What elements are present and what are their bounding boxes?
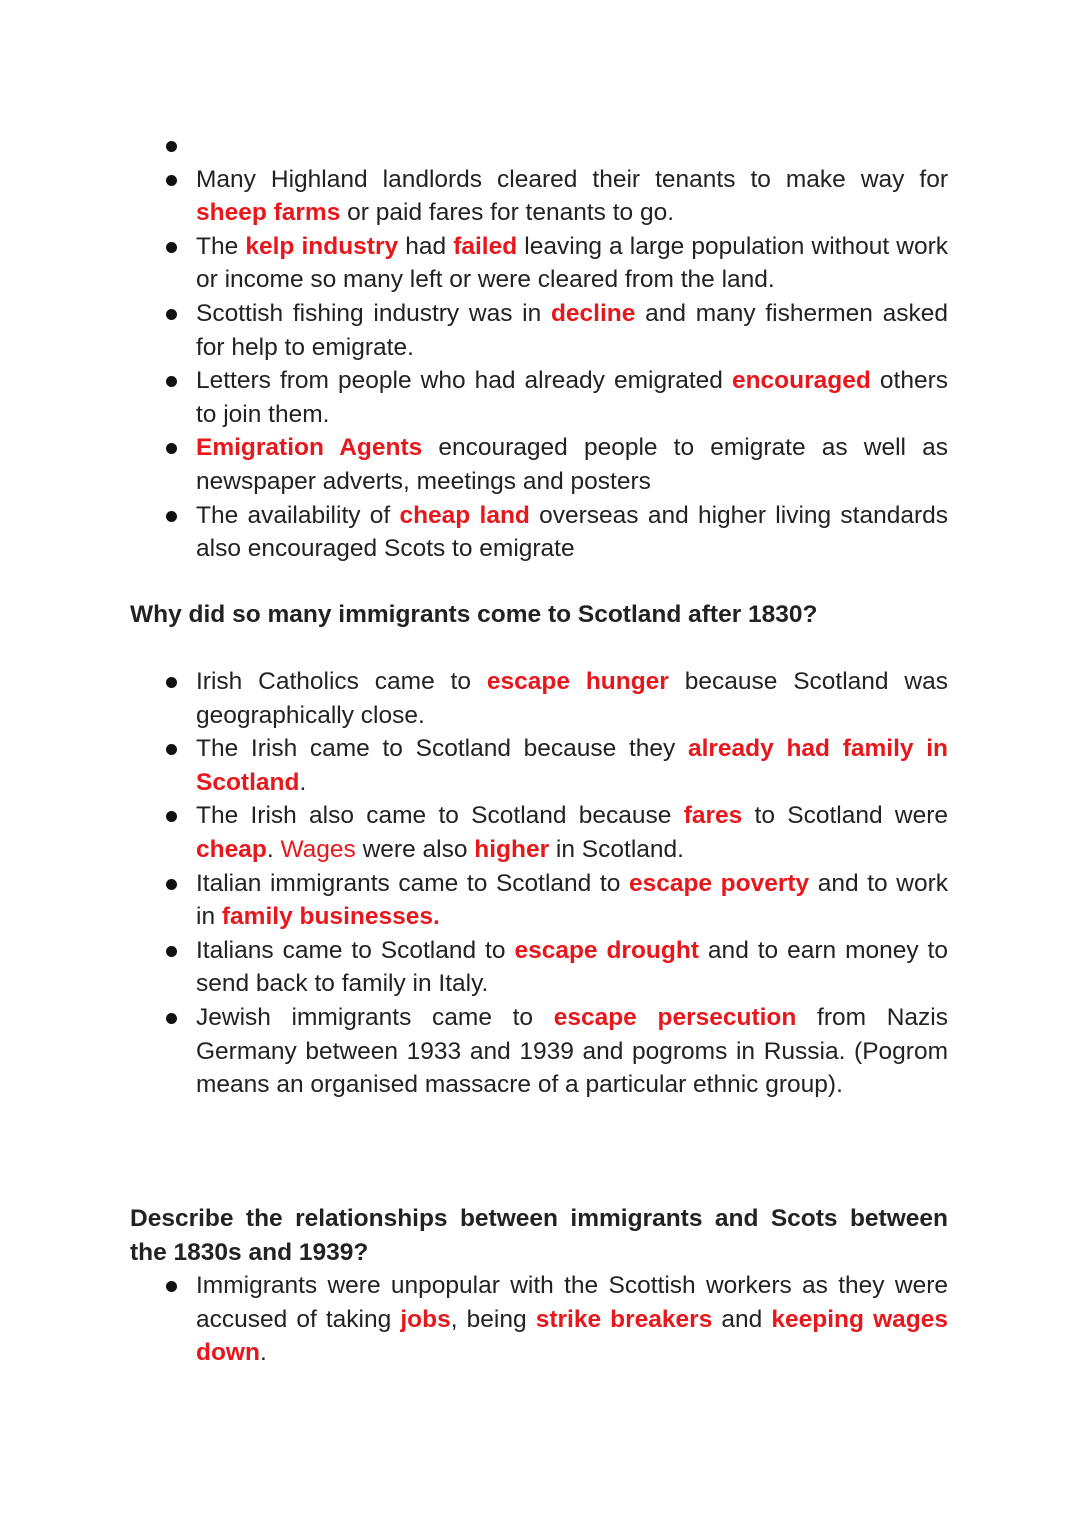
text-segment: overseas and higher living standards also encouraged Scots to emigrate <box>196 501 948 563</box>
text-segment: . <box>266 835 281 863</box>
emigration-reasons-list <box>130 129 948 566</box>
text-segment: , being <box>450 1305 536 1333</box>
bullet-item <box>130 129 948 163</box>
highlighted-term: keeping wages down <box>196 1305 948 1367</box>
bullet-item <box>130 364 948 431</box>
text-segment: . <box>259 1339 267 1367</box>
text-segment: from Nazis Germany between 1933 and 1939 and pogroms in Russia. (Pogrom means an organised massacre of a particular ethnic group). <box>196 1003 948 1099</box>
text-segment: The <box>196 232 246 260</box>
text-segment: The Irish came to Scotland because they <box>196 735 688 763</box>
text-segment: Irish Catholics came to <box>196 668 487 695</box>
text-segment: leaving a large population without work or income so many left or were cleared from the land. <box>196 232 948 294</box>
text-segment: Scottish fishing industry was in <box>196 299 551 327</box>
bullet-item <box>130 431 948 498</box>
text-segment: and to earn money to send back to family in Italy. <box>196 936 948 998</box>
immigration-reasons-list <box>130 665 948 1102</box>
highlighted-term: escape hunger <box>486 668 669 695</box>
highlighted-term: family businesses. <box>221 903 440 931</box>
relationships-list <box>130 1269 948 1370</box>
highlighted-term: escape drought <box>514 936 699 964</box>
highlighted-term: kelp industry <box>245 232 399 260</box>
bullet-item <box>130 499 948 566</box>
highlighted-term: higher <box>474 835 550 863</box>
text-segment: and to work in <box>196 869 948 931</box>
highlighted-term: decline <box>550 299 636 327</box>
text-segment: and <box>712 1305 772 1333</box>
highlighted-term: failed <box>453 232 518 260</box>
text-segment: were also <box>355 835 475 863</box>
text-segment: The Irish also came to Scotland because <box>196 802 684 830</box>
text-segment: to Scotland were <box>742 802 948 830</box>
highlighted-term: fares <box>683 802 743 830</box>
highlighted-term: encouraged <box>731 367 871 395</box>
bullet-item <box>130 297 948 364</box>
highlighted-term: sheep farms <box>196 199 341 227</box>
text-segment: others to join them. <box>196 367 948 428</box>
text-segment: Italian immigrants came to Scotland to <box>196 869 629 897</box>
highlighted-term: Emigration Agents <box>196 434 423 462</box>
bullet-item <box>130 665 948 732</box>
bullet-item <box>130 934 948 1001</box>
text-segment: Jewish immigrants came to <box>196 1003 554 1031</box>
bullet-item <box>130 799 948 866</box>
heading-immigration-reasons: Why did so many immigrants come to Scotland after 1830? <box>130 601 818 628</box>
bullet-item <box>130 230 948 297</box>
highlighted-term: already had family in Scotland <box>196 735 948 796</box>
text-segment: The availability of <box>196 501 400 529</box>
text-segment: Immigrants were unpopular with the Scottish workers as they were accused of taking <box>196 1272 948 1333</box>
bullet-item <box>130 732 948 799</box>
highlighted-term: Wages <box>280 835 356 863</box>
text-segment: or paid fares for tenants to go. <box>340 199 675 227</box>
highlighted-term: escape persecution <box>553 1003 797 1031</box>
heading-relationships: Describe the relationships between immigrants and Scots between the 1830s and 1939? <box>130 1205 948 1266</box>
text-segment: encouraged people to emigrate as well as newspaper adverts, meetings and posters <box>196 434 948 495</box>
highlighted-term: cheap <box>196 835 267 863</box>
text-segment: . <box>299 768 307 796</box>
text-segment: Italians came to Scotland to <box>196 936 515 964</box>
highlighted-term: cheap land <box>399 501 530 529</box>
bullet-item <box>130 1001 948 1102</box>
bullet-item <box>130 1269 948 1370</box>
text-segment: Many Highland landlords cleared their tenants to make way for <box>196 165 948 193</box>
text-segment: and many fishermen asked for help to emigrate. <box>196 299 948 361</box>
text-segment: because Scotland was geographically close. <box>196 668 948 729</box>
highlighted-term: jobs <box>400 1305 451 1333</box>
highlighted-term: strike breakers <box>535 1305 713 1333</box>
text-segment: Letters from people who had already emigrated <box>196 367 732 395</box>
bullet-item <box>130 163 948 230</box>
text-segment: had <box>398 232 454 260</box>
text-segment: in Scotland. <box>549 835 684 863</box>
bullet-item <box>130 867 948 934</box>
highlighted-term: escape poverty <box>628 869 810 897</box>
